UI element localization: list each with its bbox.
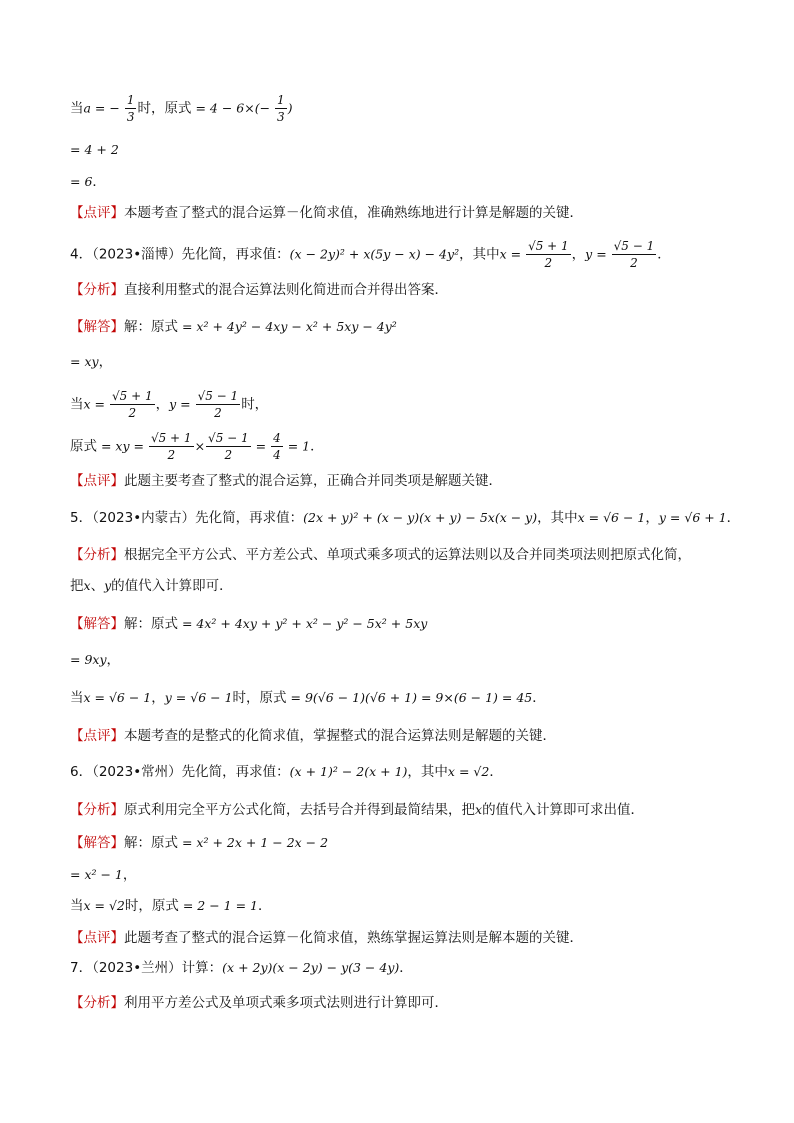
text-line [70,471,502,491]
text-run: ． [657,246,671,263]
text-line [70,172,106,192]
section-tag: 【点评】 [70,930,124,946]
section-tag: 【分析】 [70,282,124,298]
text-run: ，其中 [537,510,578,526]
math-expression: (x + 1)² − 2(x + 1) [289,764,408,779]
text-line [70,280,448,300]
fraction [196,390,241,419]
math-expression: x = [83,396,109,412]
fraction-numerator: √5 + 1 [528,239,569,253]
fraction-denominator: 3 [277,110,285,124]
text-run: 当 [70,898,84,914]
text-run: ， [155,396,170,413]
math-expression: x [83,578,91,593]
text-line [70,352,112,372]
text-run: 原式 [70,438,97,455]
math-expression: = x² − 1 [70,867,123,882]
text-run: 4．（2023•淄博）先化简，再求值： [70,246,290,263]
math-expression: = 4 + 2 [70,142,119,157]
math-expression: x = √6 − 1 [577,510,646,525]
text-run: 此题考查了整式的混合运算－化简求值，熟练掌握运算法则是解本题的关键． [124,930,583,946]
fraction-numerator: √5 + 1 [111,389,153,403]
section-tag: 【解答】 [70,835,124,851]
text-line [70,865,136,885]
text-run: ． [489,764,503,780]
fraction-numerator: √5 + 1 [150,431,192,445]
text-run: ，其中 [459,246,500,263]
fraction [149,432,194,461]
math-expression: y = [585,246,611,262]
text-run: ， [645,510,659,526]
math-expression: (x + 2y)(x − 2y) − y(3 − 4y) [222,960,400,975]
text-run: 当 [70,100,84,117]
text-run: 5．（2023•内蒙古）先化简，再求值： [70,510,304,526]
text-run: 解：原式 [124,319,178,335]
text-run: 解：原式 [124,616,178,632]
fraction-numerator: √5 − 1 [197,389,239,403]
text-run: ． [399,960,413,976]
text-line [70,762,503,782]
text-run: 根据完全平方公式、平方差公式、单项式乘多项式的运算法则以及合并同类项法则把原式化简， [124,547,691,563]
fraction-denominator: 4 [273,448,281,462]
text-line [70,240,671,269]
section-tag: 【分析】 [70,995,124,1011]
section-tag: 【点评】 [70,205,124,221]
math-expression: x = √2 [447,764,490,779]
text-run: ． [726,510,741,526]
fraction [526,240,571,269]
text-line [70,390,268,419]
text-line [70,317,397,337]
text-run: 此题主要考查了整式的混合运算，正确合并同类项是解题关键． [124,473,502,489]
text-run: ， [122,867,137,883]
math-expression: x [475,802,483,817]
math-expression: = xy [70,354,99,369]
text-run: 利用平方差公式及单项式乘多项式法则进行计算即可． [124,995,448,1011]
math-expression: = 2 − 1 = 1 [178,898,259,913]
section-tag: 【分析】 [70,547,124,563]
section-tag: 【解答】 [70,319,124,335]
fraction-denominator: 2 [544,256,553,270]
math-expression: y = √6 − 1 [164,690,233,705]
math-expression: x = √2 [83,898,125,913]
text-run: ， [571,246,586,263]
section-tag: 【点评】 [70,473,124,489]
text-line [70,800,644,820]
section-tag: 【点评】 [70,728,124,744]
text-line [70,833,328,853]
math-expression: y [104,578,112,593]
text-run: 本题考查了整式的混合运算－化简求值，准确熟练地进行计算是解题的关键． [124,205,583,221]
fraction-numerator: 1 [277,93,285,107]
text-run: 解：原式 [124,835,178,851]
fraction [612,240,657,269]
text-run: 当 [70,396,84,413]
text-line [70,958,413,978]
math-expression: = 9xy [70,652,107,667]
text-run: ． [258,898,272,914]
math-expression: = 4x² + 4xy + y² + x² − y² − 5x² + 5xy [178,616,428,631]
math-expression: = x² + 4y² − 4xy − x² + 5xy − 4y² [178,319,397,334]
text-line [70,432,324,461]
text-run: ， [98,354,113,370]
fraction [275,94,287,123]
fraction-denominator: 2 [128,406,137,420]
fraction [271,432,283,461]
text-run: 时，原式 [124,898,179,914]
math-expression: ) [287,100,293,116]
text-line [70,928,583,948]
text-run: 时，原式 [232,690,287,706]
text-line [70,993,448,1013]
text-run: 当 [70,690,84,706]
math-expression: x = √6 − 1 [83,690,152,705]
text-line [70,203,583,223]
text-run: 原式利用完全平方公式化简，去括号合并得到最简结果，把 [124,802,475,818]
fraction-denominator: 2 [167,448,176,462]
fraction [110,390,155,419]
text-run: 时， [241,396,269,413]
math-expression: a = − [83,100,124,116]
text-line [70,545,691,565]
math-expression: (2x + y)² + (x − y)(x + y) − 5x(x − y) [303,510,538,525]
math-expression: x = [499,246,526,262]
fraction [206,432,251,461]
section-tag: 【分析】 [70,802,124,818]
math-expression: = 4 − 6×(− [191,100,275,116]
text-line [70,140,119,160]
fraction-denominator: 3 [126,110,135,124]
math-expression: × [194,438,206,454]
text-run: ， [151,690,165,706]
fraction-denominator: 2 [224,448,233,462]
text-run: ． [532,690,546,706]
text-run: 6．（2023•常州）先化简，再求值： [70,764,290,780]
text-run: ． [310,438,324,455]
text-run: 的值代入计算即可求出值． [482,802,645,818]
text-line [70,650,120,670]
text-line [70,94,293,123]
text-run: 的值代入计算即可． [111,578,233,594]
fraction-denominator: 2 [214,406,222,420]
text-run: 7．（2023•兰州）计算： [70,960,223,976]
math-expression: y = [169,396,195,412]
fraction [125,94,137,123]
text-line [70,508,740,528]
math-expression: = [251,438,271,454]
text-run: 时，原式 [137,100,192,117]
text-run: 本题考查的是整式的化简求值，掌握整式的混合运算法则是解题的关键． [124,728,556,744]
section-tag: 【解答】 [70,616,124,632]
text-line [70,896,272,916]
math-expression: = 1 [283,438,311,454]
fraction-numerator: 1 [126,93,135,107]
math-expression: = x² + 2x + 1 − 2x − 2 [178,835,329,850]
text-line [70,726,556,746]
text-run: ，其中 [407,764,448,780]
text-run: 直接利用整式的混合运算法则化简进而合并得出答案． [124,282,448,298]
math-expression: y = √6 + 1 [658,510,727,525]
text-line [70,688,546,708]
fraction-numerator: √5 − 1 [208,431,249,445]
text-run: ． [92,174,106,190]
math-expression: = xy = [97,438,148,454]
text-line [70,576,233,596]
math-expression: = 6 [70,174,93,189]
math-expression: (x − 2y)² + x(5y − x) − 4y² [289,246,460,262]
text-run: ， [106,652,121,668]
text-run: 把 [70,578,84,594]
fraction-numerator: √5 − 1 [613,239,655,253]
fraction-denominator: 2 [630,256,638,270]
text-line [70,614,427,634]
text-run: 、 [90,578,105,594]
fraction-numerator: 4 [273,431,281,445]
math-expression: = 9(√6 − 1)(√6 + 1) = 9×(6 − 1) = 45 [286,690,533,705]
